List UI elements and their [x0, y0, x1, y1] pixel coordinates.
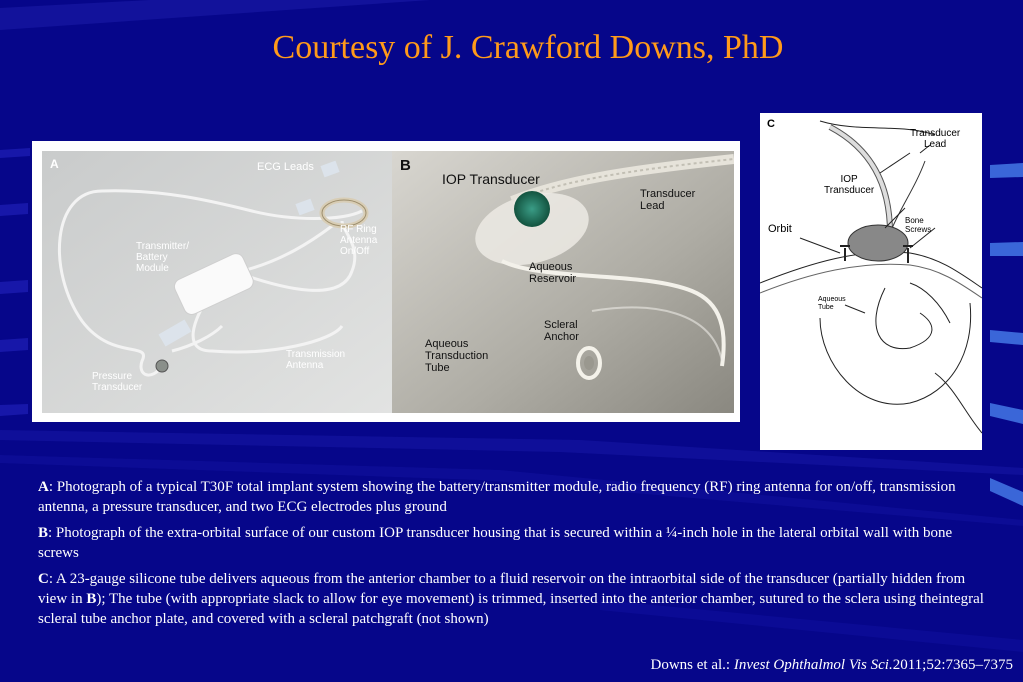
- label-pressure-transducer: Pressure Transducer: [92, 371, 143, 393]
- caption-c: C: A 23-gauge silicone tube delivers aqueous from the anterior chamber to a fluid reservoir on the intraorbital side of the transducer (partially hidden from view in B); The tube (with appropriate slack to allow for eye movement) is trimmed, inserted into the anterior chamber, sutured to the sclera using theintegral scleral tube anchor plate, and covered with a scleral patchgraft (not shown): [38, 571, 984, 627]
- label-c-transducer-lead: Transducer Lead: [910, 128, 961, 150]
- label-rf-ring-antenna: RF Ring Antenna On/Off: [340, 224, 378, 257]
- panel-b-letter: B: [400, 157, 411, 174]
- caption-a: A: Photograph of a typical T30F total implant system showing the battery/transmitter module, radio frequency (RF) ring antenna for on/off, transmission antenna, a pressure transducer, and two ECG electrodes plus ground: [38, 479, 956, 515]
- slide-title: Courtesy of J. Crawford Downs, PhD: [272, 29, 784, 66]
- panel-a-photo: [42, 151, 392, 413]
- panel-b-photo: [392, 151, 734, 413]
- figure-caption: [38, 477, 988, 635]
- label-c-iop-transducer: IOP Transducer: [824, 174, 875, 196]
- label-ecg-leads: ECG Leads: [257, 161, 314, 173]
- label-aqueous-transduction-tube: Aqueous Transduction Tube: [425, 338, 489, 375]
- label-scleral-anchor: Scleral Anchor: [544, 319, 579, 344]
- panel-a-letter: A: [50, 157, 59, 171]
- label-transducer-lead: Transducer Lead: [640, 188, 696, 213]
- panel-c-drawing: [760, 113, 982, 450]
- citation: Downs et al.: Invest Ophthalmol Vis Sci.2011;52:7365–7375: [650, 657, 1013, 673]
- label-aqueous-reservoir: Aqueous Reservoir: [529, 261, 577, 286]
- label-c-aqueous-tube: Aqueous Tube: [818, 296, 846, 311]
- figure-photo-frame: [32, 141, 740, 422]
- label-transmission-antenna: Transmission Antenna: [286, 349, 346, 371]
- label-iop-transducer: IOP Transducer: [442, 171, 540, 187]
- label-c-orbit: Orbit: [768, 223, 792, 235]
- caption-b: B: Photograph of the extra-orbital surface of our custom IOP transducer housing that is secured within a ¼-inch hole in the lateral orbital wall with bone screws: [38, 525, 953, 561]
- label-transmitter-module: Transmitter/ Battery Module: [136, 241, 189, 274]
- panel-c-letter: C: [767, 118, 775, 130]
- label-c-bone-screws: Bone Screws: [905, 216, 932, 234]
- orbit-cross-section-drawing: [760, 113, 982, 450]
